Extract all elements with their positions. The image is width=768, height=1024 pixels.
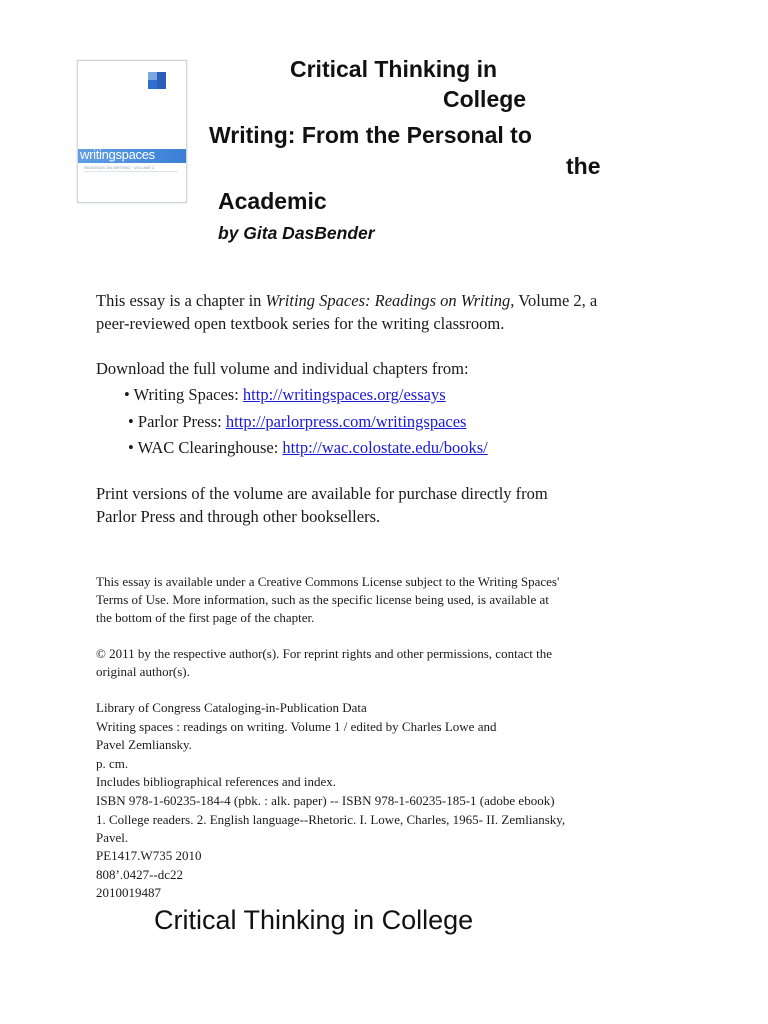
download-item-wac-clearinghouse	[128, 437, 488, 459]
intro-text: This essay is a chapter in	[96, 291, 266, 310]
cataloging-line: Writing spaces : readings on writing. Volume 1 / edited by Charles Lowe and	[96, 719, 497, 734]
link-parlorpress[interactable]: http://parlorpress.com/writingspaces	[225, 412, 467, 431]
title-line-3: Writing: From the Personal to	[209, 122, 532, 148]
download-label: • WAC Clearinghouse:	[128, 438, 283, 457]
book-title: Writing Spaces: Readings on Writing,	[265, 291, 515, 310]
cataloging-line: 808’.0427--dc22	[96, 867, 184, 882]
cover-logo-square	[148, 72, 157, 80]
print-line-1: Print versions of the volume are available for purchase directly from	[96, 484, 548, 503]
print-line-2: Parlor Press and through other booksellers.	[96, 507, 381, 526]
cataloging-line: Includes bibliographical references and index.	[96, 774, 337, 789]
title-line-1: Critical Thinking in	[290, 56, 498, 82]
download-label: • Parlor Press:	[128, 412, 226, 431]
cataloging-line: Pavel.	[96, 830, 129, 845]
intro-text: Volume 2, a	[514, 291, 598, 310]
title-line-4: the	[566, 153, 601, 179]
copyright-line-2: original author(s).	[96, 664, 190, 679]
intro-line-2: peer-reviewed open textbook series for the writing classroom.	[96, 314, 505, 333]
cover-logo-square	[148, 80, 157, 89]
download-item-parlor-press	[128, 411, 466, 433]
copyright-line-1: © 2011 by the respective author(s). For reprint rights and other permissions, contact the	[96, 646, 552, 661]
book-cover-image	[77, 60, 187, 203]
cover-logo-square	[157, 72, 166, 89]
download-heading: Download the full volume and individual chapters from:	[96, 359, 469, 378]
license-line-1: This essay is available under a Creative Commons License subject to the Writing Spaces'	[96, 574, 560, 589]
cover-rule	[84, 171, 178, 172]
intro-line-1	[96, 290, 597, 312]
title-line-2: College	[443, 86, 527, 112]
cataloging-line: PE1417.W735 2010	[96, 848, 202, 863]
footer-title: Critical Thinking in College	[154, 905, 474, 935]
cataloging-line: p. cm.	[96, 756, 129, 771]
download-item-writing-spaces	[124, 384, 446, 406]
cover-subtitle: READINGS ON WRITING · VOLUME 2	[84, 165, 155, 170]
cataloging-line: Library of Congress Cataloging-in-Publication Data	[96, 700, 367, 715]
cover-brand-text: writingspaces	[80, 147, 155, 162]
license-line-2: Terms of Use. More information, such as the specific license being used, is available at	[96, 592, 549, 607]
link-writingspaces[interactable]: http://writingspaces.org/essays	[242, 385, 446, 404]
cataloging-line: 1. College readers. 2. English language--Rhetoric. I. Lowe, Charles, 1965- II. Zemliansky,	[96, 812, 566, 827]
license-line-3: the bottom of the first page of the chapter.	[96, 610, 315, 625]
cataloging-line: ISBN 978-1-60235-184-4 (pbk. : alk. paper) -- ISBN 978-1-60235-185-1 (adobe ebook)	[96, 793, 555, 808]
title-line-5: Academic	[218, 188, 327, 214]
download-label: • Writing Spaces:	[124, 385, 243, 404]
link-wac-clearinghouse[interactable]: http://wac.colostate.edu/books/	[282, 438, 488, 457]
cataloging-line: 2010019487	[96, 885, 161, 900]
byline: by Gita DasBender	[218, 223, 375, 243]
cataloging-line: Pavel Zemliansky.	[96, 737, 192, 752]
